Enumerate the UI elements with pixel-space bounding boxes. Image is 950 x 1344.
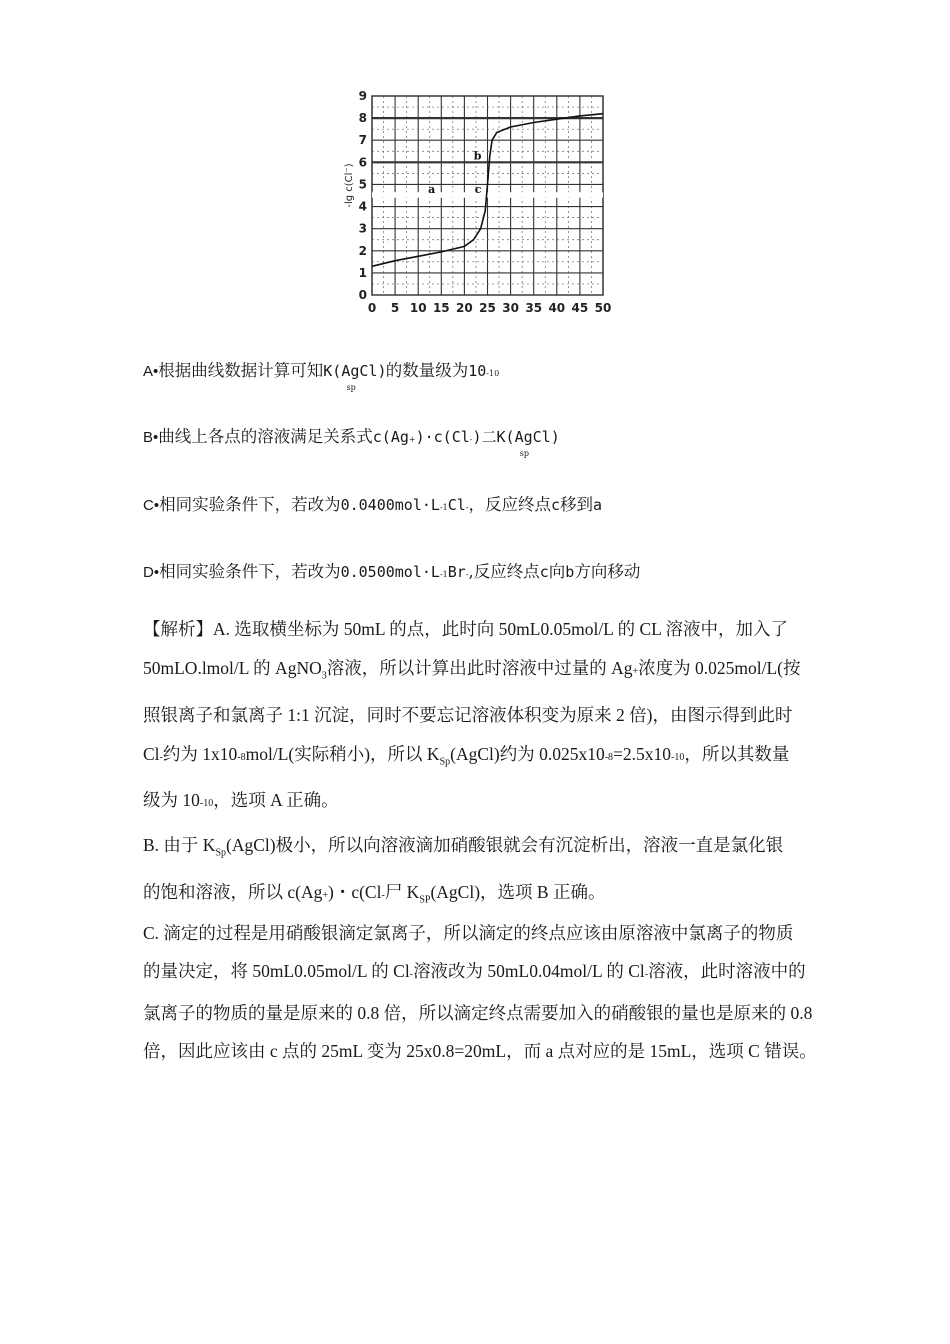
x-tick-label: 50 xyxy=(594,301,612,315)
analysis-line-1: 【解析】A. 选取横坐标为 50mL 的点，此时向 50mL0.05mol/L 的 CL 溶液中，加入了 xyxy=(143,619,789,639)
l4s1: - xyxy=(159,751,163,763)
option-c-f3: c xyxy=(551,496,561,514)
b2s1: + xyxy=(322,889,328,901)
b1b: (AgCl)极小，所以向溶液滴加硝酸银就会有沉淀析出，溶液一直是氯化银 xyxy=(226,835,784,855)
c-line-3: 氯离子的物质的量是原来的 0.8 倍，所以滴定终点需要加入的硝酸银的量也是原来的 0.8 xyxy=(143,1003,813,1023)
l4f: ，所以其数量 xyxy=(684,743,790,764)
option-d-f1: 0.0500mol·L xyxy=(340,563,440,581)
option-b xyxy=(143,426,560,458)
option-a xyxy=(143,360,500,392)
analysis-line-5 xyxy=(143,781,868,823)
c2a: 的量决定，将 50mL0.05mol/L 的 Cl xyxy=(143,961,410,981)
y-tick-label: 5 xyxy=(358,177,367,192)
l5s: -10 xyxy=(199,798,214,809)
point-label-a: a xyxy=(428,182,436,196)
y-tick-label: 0 xyxy=(358,288,367,302)
option-d-f2: Br xyxy=(447,563,466,581)
option-c-text3: 移到 xyxy=(560,495,594,514)
option-b-letter: B• xyxy=(143,429,159,446)
l5b: ，选项 A 正确。 xyxy=(213,790,339,810)
option-b-f3: )二K(AgCl) xyxy=(472,428,560,446)
l4s2: -8 xyxy=(237,751,246,763)
option-c-letter: C• xyxy=(143,497,160,514)
option-d-text4: 方向移动 xyxy=(574,562,641,581)
x-tick-label: 30 xyxy=(502,301,519,315)
l4d: (AgCl)约为 0.025x10 xyxy=(450,743,605,764)
y-tick-label: 6 xyxy=(358,155,367,170)
b2b: )・c(Cl xyxy=(328,881,382,902)
y-tick-label: 8 xyxy=(358,111,367,126)
c2s1: - xyxy=(409,969,414,980)
l4c: mol/L(实际稍小)，所以 K xyxy=(245,743,440,764)
option-c-text2: ，反应终点 xyxy=(468,495,551,514)
option-d-text3: 向 xyxy=(548,562,566,581)
x-tick-label: 10 xyxy=(409,301,427,315)
l4a: Cl xyxy=(143,743,160,764)
analysis-a-paragraph xyxy=(143,610,868,823)
chart-svg xyxy=(338,88,618,320)
x-tick-label: 25 xyxy=(479,301,496,315)
l2sub: 3 xyxy=(321,670,327,682)
x-tick-label: 35 xyxy=(525,301,543,315)
option-b-s1: + xyxy=(408,435,416,444)
analysis-line-3: 照银离子和氯离子 1:1 沉淀，同时不要忘记溶液体积变为原来 2 倍)，由图示得到此时 xyxy=(143,704,793,725)
b1sub: Sp xyxy=(215,847,226,859)
x-tick-label: 20 xyxy=(456,301,473,315)
analysis-c-paragraph xyxy=(143,914,868,1070)
option-a-sub: sp xyxy=(346,383,356,392)
analysis-b-paragraph xyxy=(143,826,868,919)
b1a: B. 由于 K xyxy=(143,835,216,855)
c-line-1: C. 滴定的过程是用硝酸银滴定氯离子，所以滴定的终点应该由原溶液中氯离子的物质 xyxy=(143,923,794,943)
titration-chart xyxy=(338,88,618,320)
c2b: 溶液改为 50mL0.04mol/L 的 Cl xyxy=(413,961,645,981)
y-axis-label: -lg c(Cl⁻) xyxy=(344,163,355,208)
option-a-text: 根据曲线数据计算可知 xyxy=(158,361,324,380)
x-tick-label: 0 xyxy=(367,301,377,315)
option-d-f3: c xyxy=(539,563,549,581)
option-a-letter: A• xyxy=(143,363,159,380)
l2c: 浓度为 0.025mol/L(按 xyxy=(638,658,801,678)
option-a-text2: 的数量级为 xyxy=(385,361,469,380)
option-d-f4: b xyxy=(565,563,575,581)
b2s2: - xyxy=(381,889,385,901)
b2sub: SP xyxy=(419,894,431,905)
l2a: 50mLO.lmol/L 的 AgNO xyxy=(143,658,322,678)
option-d-text2: ,反应终点 xyxy=(468,562,540,581)
l5a: 级为 10 xyxy=(143,790,200,810)
option-c-f1: 0.0400mol·L xyxy=(340,496,440,514)
option-c-s2: - xyxy=(465,503,469,512)
x-tick-label: 45 xyxy=(571,301,589,315)
b2c: 尸 K xyxy=(384,881,420,902)
option-d-letter: D• xyxy=(143,564,160,581)
point-label-c: c xyxy=(474,182,482,196)
y-tick-label: 7 xyxy=(358,133,367,148)
y-tick-label: 4 xyxy=(358,199,367,214)
x-tick-label: 40 xyxy=(548,301,566,315)
b-line-2 xyxy=(143,873,868,920)
option-b-f1: c(Ag xyxy=(372,428,409,446)
l4s4: -10 xyxy=(671,751,685,763)
c-line-2 xyxy=(143,952,868,994)
option-a-formula: K(AgCl) xyxy=(323,362,387,380)
x-tick-label: 5 xyxy=(390,301,400,315)
option-a-value: 10 xyxy=(468,362,487,380)
x-tick-label: 15 xyxy=(432,301,450,315)
option-b-s2: - xyxy=(469,435,473,444)
c2s2: - xyxy=(644,969,649,980)
l4s3: -8 xyxy=(604,751,614,763)
b2d: (AgCl)，选项 B 正确。 xyxy=(430,881,606,902)
option-c-f4: a xyxy=(593,496,603,514)
option-c xyxy=(143,494,602,519)
option-b-sub: sp xyxy=(519,449,529,458)
option-c-text: 相同实验条件下，若改为 xyxy=(159,495,341,514)
y-tick-label: 1 xyxy=(358,265,367,280)
l4e: =2.5x10 xyxy=(613,743,672,764)
c2c: 溶液，此时溶液中的 xyxy=(648,961,806,981)
option-c-f2: Cl xyxy=(447,496,466,514)
option-b-f2: )·c(Cl xyxy=(415,428,470,446)
option-c-s1: -1 xyxy=(439,503,448,512)
option-d xyxy=(143,561,640,586)
option-d-s1: -1 xyxy=(439,570,448,579)
option-a-exp: -10 xyxy=(486,369,500,378)
option-b-text: 曲线上各点的溶液满足关系式 xyxy=(158,427,373,446)
b2a: 的饱和溶液，所以 c(Ag xyxy=(143,881,323,902)
l2sup: + xyxy=(632,666,639,677)
y-tick-label: 3 xyxy=(358,221,367,236)
point-label-b: b xyxy=(473,149,482,163)
b-line-1 xyxy=(143,826,868,873)
l4b: 约为 1x10 xyxy=(162,743,238,764)
analysis-line-2 xyxy=(143,649,868,696)
c-line-4: 倍，因此应该由 c 点的 25mL 变为 25x0.8=20mL，而 a 点对应的是 15mL，选项 C 错误。 xyxy=(143,1041,817,1061)
y-tick-label: 9 xyxy=(358,89,367,103)
y-tick-label: 2 xyxy=(358,243,367,258)
analysis-line-4 xyxy=(143,735,868,782)
option-d-s2: - xyxy=(465,570,469,579)
l2b: 溶液，所以计算出此时溶液中过量的 Ag xyxy=(326,658,633,678)
option-d-text: 相同实验条件下，若改为 xyxy=(159,562,341,581)
l4sub: Sp xyxy=(439,756,451,767)
